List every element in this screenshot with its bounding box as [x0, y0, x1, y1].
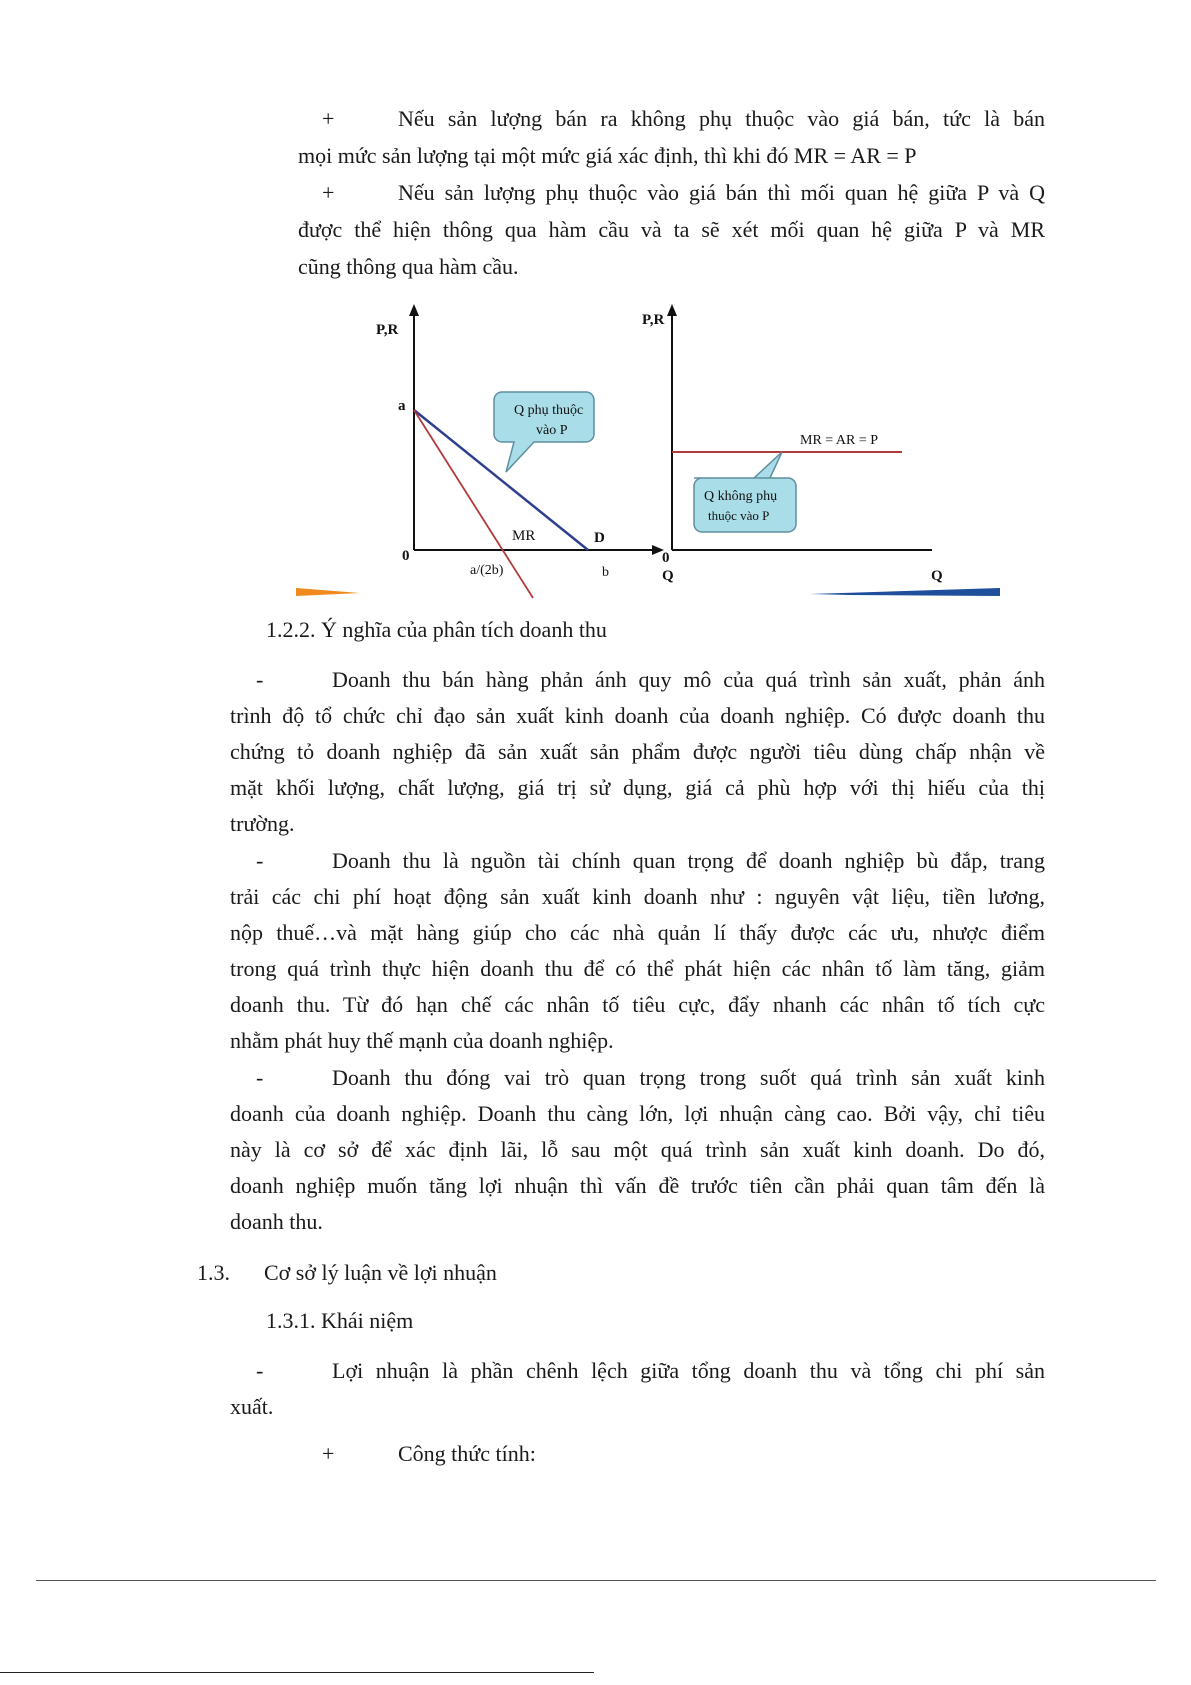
bullet1-line1: Nếu sản lượng bán ra không phụ thuộc vào giá bán, tức là bán: [398, 106, 1045, 131]
formula-label: Công thức tính:: [398, 1441, 536, 1466]
section-heading-122: 1.2.2. Ý nghĩa của phân tích doanh thu: [266, 617, 607, 642]
section-title-13: Cơ sở lý luận về lợi nhuận: [264, 1260, 497, 1285]
para2-line3: nộp thuế…và mặt hàng giúp cho các nhà quản lí thấy được các ưu, nhược điểm: [230, 920, 1045, 945]
right-x-axis-label: Q: [931, 568, 943, 584]
mr-ar-p-label: MR = AR = P: [800, 433, 879, 448]
para2-line5: doanh thu. Từ đó hạn chế các nhân tố tiêu cực, đẩy nhanh các nhân tố tích cực: [230, 992, 1045, 1017]
left-y-axis-label: P,R: [376, 322, 399, 338]
dash-marker: -: [256, 667, 264, 692]
left-origin-label: 0: [402, 548, 410, 564]
right-callout-line2: thuộc vào P: [708, 508, 770, 523]
right-y-axis-label: P,R: [642, 312, 665, 328]
dash-marker: -: [256, 1065, 264, 1090]
left-accent-swoosh: [296, 588, 360, 596]
d-label: D: [594, 530, 605, 546]
profit-para-line1: Lợi nhuận là phần chênh lệch giữa tổng doanh thu và tổng chi phí sản: [332, 1358, 1045, 1383]
right-y-axis-arrow: [667, 304, 677, 316]
para2-line6: nhằm phát huy thế mạnh của doanh nghiệp.: [230, 1028, 614, 1053]
right-origin-q-label: Q: [662, 568, 674, 584]
left-callout-line2: vào P: [536, 423, 568, 438]
right-chart: [642, 304, 943, 584]
bullet-marker: +: [322, 1441, 335, 1466]
dash-marker: -: [256, 1358, 264, 1383]
revenue-diagram: [290, 298, 1010, 603]
sub-heading-131: 1.3.1. Khái niệm: [266, 1308, 414, 1333]
bullet2-line3: cũng thông qua hàm cầu.: [298, 254, 519, 279]
para2-line4: trong quá trình thực hiện doanh thu để có thể phát hiện các nhân tố làm tăng, giảm: [230, 956, 1045, 981]
profit-para-line2: xuất.: [230, 1394, 274, 1419]
para1-line1: Doanh thu bán hàng phản ánh quy mô của quá trình sản xuất, phản ánh: [332, 667, 1045, 692]
para2-line1: Doanh thu là nguồn tài chính quan trọng để doanh nghiệp bù đắp, trang: [332, 848, 1045, 873]
bullet2-line2: được thể hiện thông qua hàm cầu và ta sẽ xét mối quan hệ giữa P và MR: [298, 217, 1045, 242]
para1-line2: trình độ tổ chức chỉ đạo sản xuất kinh doanh của doanh nghiệp. Có được doanh thu: [230, 703, 1045, 728]
bullet2-line1: Nếu sản lượng phụ thuộc vào giá bán thì mối quan hệ giữa P và Q: [398, 180, 1045, 205]
para3-line4: doanh nghiệp muốn tăng lợi nhuận thì vấn đề trước tiên cần phải quan tâm đến là: [230, 1173, 1045, 1198]
dash-marker: -: [256, 848, 264, 873]
section-number-13: 1.3.: [197, 1260, 230, 1285]
bullet-marker: +: [322, 180, 335, 205]
d-intercept-label: b: [602, 565, 609, 580]
para1-line3: chứng tỏ doanh nghiệp đã sản xuất sản phẩm được người tiêu dùng chấp nhận về: [230, 739, 1045, 764]
para1-line4: mặt khối lượng, chất lượng, giá trị sử dụng, giá cả phù hợp với thị hiếu của thị: [230, 775, 1045, 800]
right-origin-label: 0: [662, 550, 670, 566]
right-callout-line1: Q không phụ: [704, 489, 778, 504]
mr-intercept-label: a/(2b): [470, 563, 504, 578]
para3-line5: doanh thu.: [230, 1209, 323, 1234]
footnote-rule: [0, 1672, 594, 1673]
para3-line3: này là cơ sở để xác định lãi, lỗ sau một quá trình sản xuất kinh doanh. Do đó,: [230, 1137, 1045, 1162]
right-accent-swoosh: [810, 588, 1000, 596]
para3-line1: Doanh thu đóng vai trò quan trọng trong suốt quá trình sản xuất kinh: [332, 1065, 1045, 1090]
left-chart: [376, 304, 664, 598]
page-bottom-rule: [36, 1580, 1156, 1581]
para1-line5: trường.: [230, 811, 295, 836]
para3-line2: doanh của doanh nghiệp. Doanh thu càng lớn, lợi nhuận càng cao. Bởi vậy, chỉ tiêu: [230, 1101, 1045, 1126]
mr-label: MR: [512, 528, 536, 544]
left-y-axis-arrow: [409, 304, 419, 316]
intercept-a-label: a: [398, 398, 406, 414]
para2-line2: trải các chi phí hoạt động sản xuất kinh doanh như : nguyên vật liệu, tiền lương,: [230, 884, 1045, 909]
bullet-marker: +: [322, 106, 335, 131]
left-callout-line1: Q phụ thuộc: [514, 403, 584, 418]
bullet1-line2: mọi mức sản lượng tại một mức giá xác định, thì khi đó MR = AR = P: [298, 143, 917, 168]
